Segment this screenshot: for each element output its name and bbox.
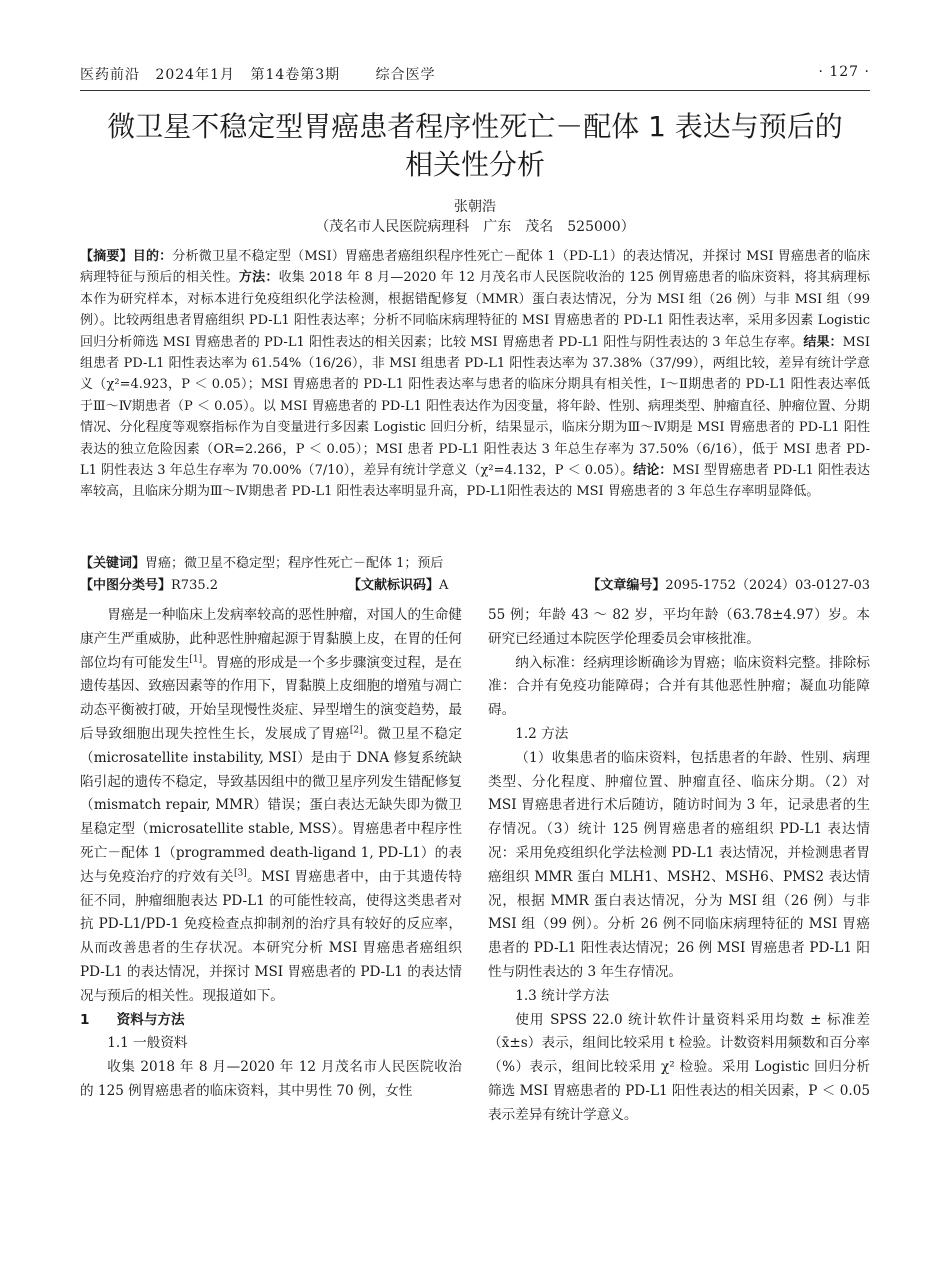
page-number: · 127 · (818, 64, 870, 80)
intro-text-1: 胃癌是一种临床上发病率较高的恶性肿瘤，对国人的生命健康产生严重威胁，此种恶性肿瘤起源于胃黏膜上皮，在胃的任何部位均有可能发生 (80, 607, 462, 671)
art-value: 2095-1752（2024）03-0127-03 (665, 578, 870, 593)
abstract-methods: 收集 2018 年 8 月—2020 年 12 月茂名市人民医院收治的 125 例胃癌患者的临床资料，将其病理标本作为研究样本，对标本进行免疫组织化学法检测，根据错配修复（MMR）蛋白表达情况，分为 MSI 组（26 例）与非 MSI 组（99 例）。比较两组患者胃癌组织 PD-L1 阳性表达率；分析不同临床病理特征的 MSI 胃癌患者的 PD-L1 阳性表达率，采用多因素 Logistic 回归分析筛选 MSI 胃癌患者的 PD-L1 阳性表达的相关因素；比较 MSI 胃癌患者 PD-L1 阳性与阴性表达的 3 年总生存率。 (80, 270, 870, 350)
general-data-paragraph: 收集 2018 年 8 月—2020 年 12 月茂名市人民医院收治的 125 例胃癌患者的临床资料，其中男性 70 例，女性 (80, 1059, 462, 1099)
intro-text-4: 。MSI 胃癌患者中，由于其遗传特征不同，肿瘤细胞表达 PD-L1 的可能性较高，使得这类患者对抗 PD-L1/PD-1 免疫检查点抑制剂的治疗具有较好的反应率，从而改善患者的生存状况。本研究分析 MSI 胃癌患者癌组织 PD-L1 的表达情况，并探讨 MSI 胃癌患者的 PD-L1 的表达情况与预后的相关性。现报道如下。 (80, 868, 463, 1004)
citation-2: [2] (349, 725, 363, 736)
author: 张朝浩 (454, 199, 496, 215)
clc-label: 【中图分类号】 (80, 578, 172, 593)
abstract-conclusion-label: 结论： (633, 463, 673, 479)
body-column-right (488, 604, 870, 1128)
document-code (348, 574, 448, 593)
article-title (80, 108, 870, 184)
intro-paragraph (80, 604, 462, 1009)
intro-text-2: 。胃癌的形成是一个多步骤演变过程，是在遗传基因、致癌因素等的作用下，胃黏膜上皮细胞的增殖与凋亡动态平衡被打破，开始呈现慢性炎症、异型增生的演变趋势，最后导致细胞出现失控性生长，发展成了胃癌 (80, 654, 463, 742)
keywords (80, 552, 870, 571)
title-line-2: 相关性分析 (404, 148, 545, 181)
journal-name: 医药前沿 (80, 67, 140, 83)
keywords-label: 【关键词】 (80, 556, 146, 571)
subsection-heading-1-1: 1.1 一般资料 (107, 1035, 188, 1052)
methods-paragraph: （1）收集患者的临床资料，包括患者的年龄、性别、病理类型、分化程度、肿瘤位置、肿瘤直径、临床分期。（2）对 MSI 胃癌患者进行术后随访，随访时间为 3 年，记录患者的生存情况。（3）统计 125 例胃癌患者的癌组织 PD-L1 表达情况：采用免疫组织化学法检测 PD-L1 表达情况，并检测患者胃癌组织 MMR 蛋白 MLH1、MSH2、MSH6、PMS2 表达情况，根据 MMR 蛋白表达情况，分为 MSI 组（26 例）与非 MSI 组（99 例）。分析 26 例不同临床病理特征的 MSI 胃癌患者的 PD-L1 阳性表达情况；26 例 MSI 胃癌患者 PD-L1 阳性与阴性表达的 3 年生存情况。 (488, 749, 870, 980)
citation-1: [1] (189, 654, 203, 665)
abstract-conclusion: MSI 型胃癌患者 PD-L1 阳性表达率较高，且临床分期为Ⅲ～Ⅳ期患者 PD-L1 阳性表达率明显升高，PD-L1阳性表达的 MSI 胃癌患者的 3 年总生存率明显降低。 (80, 463, 870, 500)
affiliation: （茂名市人民医院病理科 广东 茂名 525000） (315, 219, 635, 235)
header-rule (80, 90, 870, 91)
abstract-objective-label: 目的： (132, 249, 173, 264)
abstract-objective: 分析微卫星不稳定型（MSI）胃癌患者癌组织程序性死亡－配体 1（PD-L1）的表达情况，并探讨 MSI 胃癌患者的临床病理特征与预后的相关性。 (80, 249, 870, 286)
subsection-heading-1-2: 1.2 方法 (515, 725, 569, 742)
clc-value: R735.2 (171, 578, 219, 593)
statistics-paragraph: 使用 SPSS 22.0 统计软件计量资料采用均数 ± 标准差（x̄±s）表示，组间比较采用 t 检验。计数资料用频数和百分率（%）表示，组间比较采用 χ² 检验。采用 Logistic 回归分析筛选 MSI 胃癌患者的 PD-L1 阳性表达的相关因素，P ＜ 0.05 表示差异有统计学意义。 (488, 1011, 870, 1123)
art-label: 【文章编号】 (587, 578, 666, 593)
issue-date: 2024年1月 (155, 67, 235, 83)
doc-value: A (439, 578, 449, 593)
intro-text-3: 。微卫星不稳定（microsatellite instability, MSI）是由于 DNA 修复系统缺陷引起的遗传不稳定，导致基因组中的微卫星序列发生错配修复（mismatch repair, MMR）错误；蛋白表达无缺失即为微卫星稳定型（microsatellite stable, MSS）。胃癌患者中程序性死亡－配体 1（programmed death-ligand 1, PD-L1）的表达与免疫治疗的疗效有关 (80, 725, 463, 885)
article-number (587, 574, 870, 593)
running-header (80, 64, 870, 86)
section-heading-1: 1 资料与方法 (80, 1011, 185, 1028)
abstract-results-label: 结果： (803, 334, 843, 350)
doc-label: 【文献标识码】 (348, 578, 440, 593)
citation-3: [3] (233, 868, 247, 879)
keywords-text: 胃癌；微卫星不稳定型；程序性死亡－配体 1；预后 (145, 556, 444, 571)
clc-number (80, 574, 218, 593)
title-line-1: 微卫星不稳定型胃癌患者程序性死亡－配体 1 表达与预后的 (107, 110, 843, 143)
abstract-methods-label: 方法： (238, 270, 279, 286)
classification-row (80, 574, 870, 594)
section-name: 综合医学 (375, 67, 436, 83)
abstract-results: MSI 组患者 PD-L1 阳性表达率为 61.54%（16/26），非 MSI 组患者 PD-L1 阳性表达率为 37.38%（37/99），两组比较，差异有统计学意义（χ²=4.923，P ＜ 0.05）；MSI 胃癌患者的 PD-L1 阳性表达率与患者的临床分期具有相关性，Ⅰ～Ⅱ期患者的 PD-L1 阳性表达率低于Ⅲ～Ⅳ期患者（P ＜ 0.05）。以 MSI 胃癌患者的 PD-L1 阳性表达作为因变量，将年龄、性别、病理类型、肿瘤直径、肿瘤位置、分期情况、分化程度等观察指标作为自变量进行多因素 Logistic 回归分析，结果显示，临床分期为Ⅲ～Ⅳ期是 MSI 胃癌患者的 PD-L1 阳性表达的独立危险因素（OR=2.266，P ＜ 0.05）；MSI 患者 PD-L1 阳性表达 3 年总生存率为 37.50%（6/16），低于 MSI 患者 PD-L1 阴性表达 3 年总生存率为 70.00%（7/10），差异有统计学意义（χ²=4.132，P ＜ 0.05）。 (80, 334, 870, 479)
abstract-label: 【摘要】 (80, 249, 133, 264)
criteria-paragraph: 纳入标准：经病理诊断确诊为胃癌；临床资料完整。排除标准：合并有免疫功能障碍；合并有其他恶性肿瘤；凝血功能障碍。 (488, 654, 870, 719)
general-data-continued: 55 例；年龄 43 ～ 82 岁，平均年龄（63.78±4.97）岁。本研究已经通过本院医学伦理委员会审核批准。 (488, 607, 870, 647)
subsection-heading-1-3: 1.3 统计学方法 (515, 987, 610, 1004)
body-column-left (80, 604, 462, 1104)
volume-issue: 第14卷第3期 (250, 67, 341, 83)
abstract (80, 246, 870, 503)
